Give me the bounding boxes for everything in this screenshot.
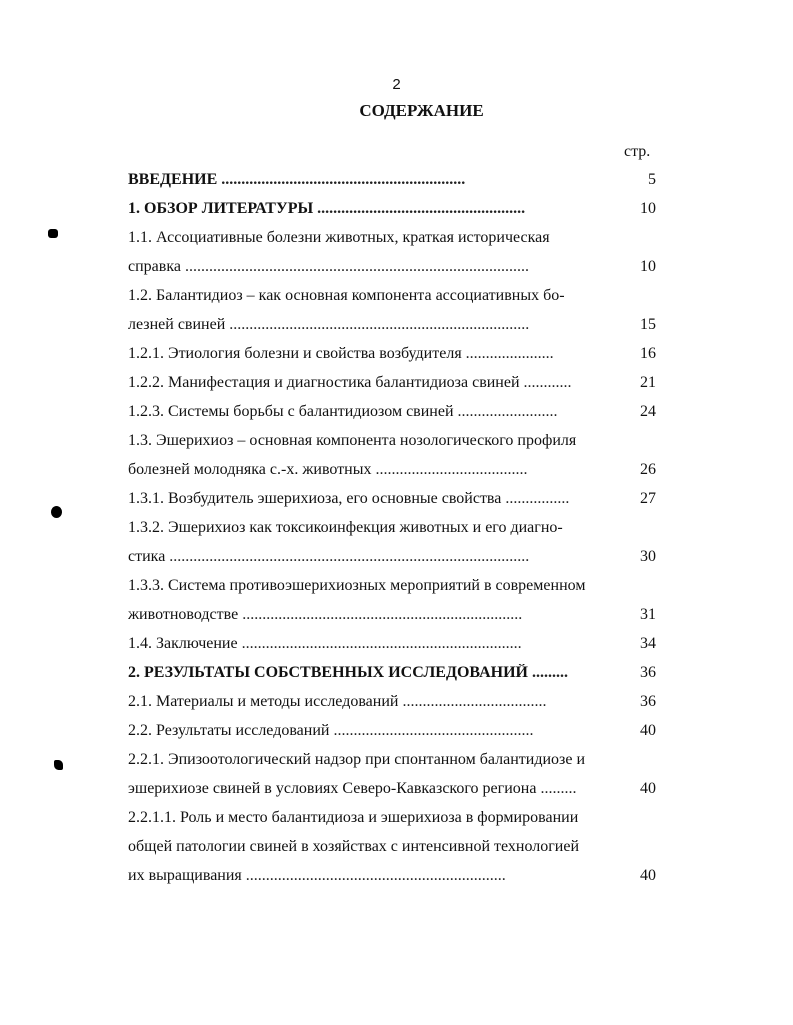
toc-leader-dots: ........................................................................... xyxy=(225,316,530,333)
toc-entry-line xyxy=(128,693,623,711)
toc-entry xyxy=(128,774,658,803)
toc-entry xyxy=(128,513,658,542)
toc-entry-page: 21 xyxy=(640,374,656,391)
toc-entry xyxy=(128,745,658,774)
toc-entry-title: 1.3.1. Возбудитель эшерихиоза, его основные свойства xyxy=(128,490,502,507)
scan-speck-3 xyxy=(54,760,63,770)
toc-entry-page: 40 xyxy=(640,867,656,884)
toc-leader-dots: .................................................. xyxy=(329,722,534,739)
toc-entry-page: 31 xyxy=(640,606,656,623)
toc-entry xyxy=(128,687,658,716)
toc-entry-page: 34 xyxy=(640,635,656,652)
toc-entry-page: 24 xyxy=(640,403,656,420)
toc-entry-title: 1.2. Балантидиоз – как основная компонента ассоциативных бо- xyxy=(128,287,565,304)
toc-entry-line xyxy=(128,780,623,798)
toc-entry-title: общей патологии свиней в хозяйствах с интенсивной технологией xyxy=(128,838,580,855)
toc-entry-line xyxy=(128,258,623,276)
toc-entry-line xyxy=(128,635,623,653)
toc-entry xyxy=(128,803,658,832)
toc-entry xyxy=(128,165,658,194)
toc-entry xyxy=(128,426,658,455)
toc-entry-line xyxy=(128,403,623,421)
toc-leader-dots: .................................................... xyxy=(313,200,526,217)
toc-leader-dots: ......................... xyxy=(453,403,558,420)
toc-entry-line xyxy=(128,171,623,189)
toc-entry xyxy=(128,716,658,745)
toc-entry-page: 10 xyxy=(640,258,656,275)
toc-entry-page: 10 xyxy=(640,200,656,217)
toc-entry-title: справка xyxy=(128,258,181,275)
toc-leader-dots: ......... xyxy=(536,780,577,797)
toc-leader-dots: ...................................................................................... xyxy=(180,258,529,275)
toc-entry-title: 1.3. Эшерихиоз – основная компонента нозологического профиля xyxy=(128,432,577,449)
toc-entry-title: 1.2.2. Манифестация и диагностика балантидиоза свиней xyxy=(128,374,520,391)
toc-entry xyxy=(128,368,658,397)
toc-entry-line xyxy=(128,867,623,885)
toc-entry xyxy=(128,658,658,687)
toc-entry xyxy=(128,571,658,600)
toc-leader-dots: ................................................................. xyxy=(241,867,506,884)
toc-leader-dots: ............ xyxy=(519,374,572,391)
toc-entry-title: ВВЕДЕНИЕ xyxy=(128,171,218,188)
scan-speck-1 xyxy=(48,229,58,238)
toc-entry-line xyxy=(128,606,623,624)
toc-entry-title: стика xyxy=(128,548,166,565)
toc-entry-line xyxy=(128,374,623,392)
toc-leader-dots: ...................................................................... xyxy=(237,635,522,652)
toc-entry-title: 2.2.1. Эпизоотологический надзор при спонтанном балантидиозе и xyxy=(128,751,586,768)
toc-entry-page: 15 xyxy=(640,316,656,333)
toc-entry-line xyxy=(128,664,623,682)
toc-entry-title: 1.3.3. Система противоэшерихиозных мероприятий в современном xyxy=(128,577,586,594)
toc-entry xyxy=(128,281,658,310)
toc-entry-line xyxy=(128,316,623,334)
toc-entry-title: животноводстве xyxy=(128,606,239,623)
toc-entry xyxy=(128,832,658,861)
toc-entry-title: эшерихиозе свиней в условиях Северо-Кавказского региона xyxy=(128,780,537,797)
toc-entry-line xyxy=(128,200,623,218)
toc-leader-dots: ................ xyxy=(501,490,570,507)
toc-entry xyxy=(128,861,658,890)
toc-entry-title: 2.2.1.1. Роль и место балантидиоза и эшерихиоза в формировании xyxy=(128,809,579,826)
toc-entry-line xyxy=(128,461,623,479)
toc-entry-line xyxy=(128,548,623,566)
toc-entry xyxy=(128,484,658,513)
toc-entry-title: 1.2.1. Этиология болезни и свойства возбудителя xyxy=(128,345,462,362)
toc-entry-page: 36 xyxy=(640,664,656,681)
toc-entry xyxy=(128,339,658,368)
toc-entry-page: 26 xyxy=(640,461,656,478)
toc-leader-dots: ...................................... xyxy=(371,461,528,478)
toc-entry xyxy=(128,629,658,658)
page-column-header: стр. xyxy=(624,143,651,160)
toc-leader-dots: ...................... xyxy=(461,345,554,362)
toc-entry-line xyxy=(128,722,623,740)
toc-leader-dots: .................................... xyxy=(398,693,547,710)
toc-leader-dots: .......................................................................................... xyxy=(165,548,530,565)
toc-entry-page: 30 xyxy=(640,548,656,565)
toc-entry xyxy=(128,194,658,223)
toc-entry xyxy=(128,252,658,281)
toc-entry-title: 2. РЕЗУЛЬТАТЫ СОБСТВЕННЫХ ИССЛЕДОВАНИЙ xyxy=(128,664,528,681)
toc-entry-title: лезней свиней xyxy=(128,316,226,333)
toc-entry-line xyxy=(128,490,623,508)
toc-entry xyxy=(128,223,658,252)
toc-entry xyxy=(128,310,658,339)
toc-entry xyxy=(128,455,658,484)
toc-entry-title: 2.1. Материалы и методы исследований xyxy=(128,693,399,710)
toc-entry-page: 40 xyxy=(640,722,656,739)
toc-entry-title: 1.1. Ассоциативные болезни животных, краткая историческая xyxy=(128,229,550,246)
toc-entry-title: 1.3.2. Эшерихиоз как токсикоинфекция животных и его диагно- xyxy=(128,519,563,536)
toc-entry-title: 1.2.3. Системы борьбы с балантидиозом свиней xyxy=(128,403,454,420)
toc-entry-title: 1. ОБЗОР ЛИТЕРАТУРЫ xyxy=(128,200,314,217)
toc-entry-title: 2.2. Результаты исследований xyxy=(128,722,330,739)
page-title: СОДЕРЖАНИЕ xyxy=(359,101,484,120)
page-number: 2 xyxy=(392,76,401,93)
toc-leader-dots: ............................................................. xyxy=(217,171,466,188)
toc-entry-page: 36 xyxy=(640,693,656,710)
toc-entry-page: 5 xyxy=(648,171,656,188)
toc-entry-title: их выращивания xyxy=(128,867,242,884)
toc-entry xyxy=(128,397,658,426)
toc-entry-page: 40 xyxy=(640,780,656,797)
toc-entry-line xyxy=(128,345,623,363)
toc-entry xyxy=(128,600,658,629)
toc-entry-title: 1.4. Заключение xyxy=(128,635,238,652)
toc-leader-dots: ......... xyxy=(527,664,568,681)
scan-speck-2 xyxy=(51,506,62,518)
toc-entry-title: болезней молодняка с.-х. животных xyxy=(128,461,372,478)
toc-entry xyxy=(128,542,658,571)
toc-entry-page: 27 xyxy=(640,490,656,507)
table-of-contents xyxy=(128,165,658,890)
toc-entry-page: 16 xyxy=(640,345,656,362)
toc-leader-dots: ...................................................................... xyxy=(238,606,523,623)
